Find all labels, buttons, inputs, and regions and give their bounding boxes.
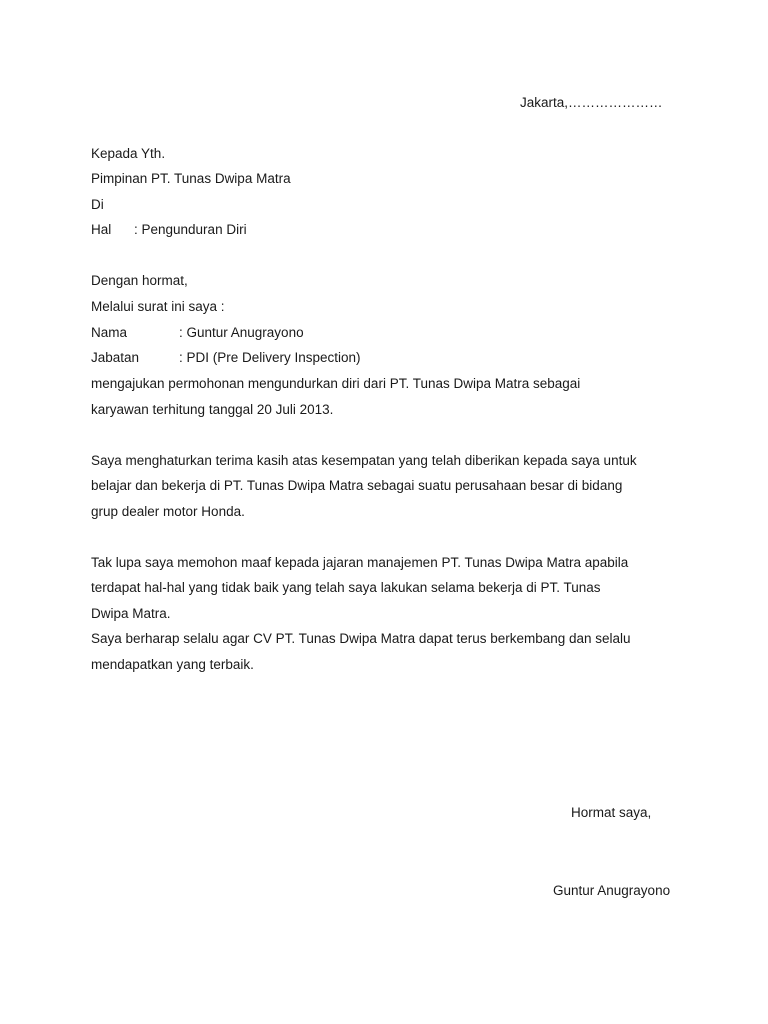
subject-label: Hal	[91, 222, 112, 237]
paragraph-line: terdapat hal-hal yang tidak baik yang telah saya lakukan selama bekerja di PT. Tunas	[91, 580, 601, 595]
paragraph-line: mengajukan permohonan mengundurkan diri dari PT. Tunas Dwipa Matra sebagai	[91, 376, 581, 391]
greeting: Dengan hormat,	[91, 273, 188, 288]
name-value: : Guntur Anugrayono	[179, 325, 304, 340]
subject-value: : Pengunduran Diri	[134, 222, 247, 237]
signatory-name: Guntur Anugrayono	[553, 883, 671, 898]
paragraph-line: Saya menghaturkan terima kasih atas kesempatan yang telah diberikan kepada saya untuk	[91, 453, 637, 468]
paragraph-line: belajar dan bekerja di PT. Tunas Dwipa Matra sebagai suatu perusahaan besar di bidang	[91, 478, 623, 493]
subject-row	[91, 222, 247, 238]
paragraph-line: grup dealer motor Honda.	[91, 504, 245, 519]
name-label: Nama	[91, 325, 128, 340]
intro: Melalui surat ini saya :	[91, 299, 225, 314]
recipient-name: Pimpinan PT. Tunas Dwipa Matra	[91, 171, 291, 186]
recipient-salutation: Kepada Yth.	[91, 146, 166, 161]
paragraph-line: karyawan terhitung tanggal 20 Juli 2013.	[91, 402, 334, 417]
recipient-at: Di	[91, 197, 104, 212]
paragraph-line: Dwipa Matra.	[91, 606, 171, 621]
paragraph-line: mendapatkan yang terbaik.	[91, 657, 254, 672]
position-row	[91, 350, 361, 366]
position-value: : PDI (Pre Delivery Inspection)	[179, 350, 361, 365]
paragraph-line: Saya berharap selalu agar CV PT. Tunas Dwipa Matra dapat terus berkembang dan selalu	[91, 631, 631, 646]
paragraph-line: Tak lupa saya memohon maaf kepada jajaran manajemen PT. Tunas Dwipa Matra apabila	[91, 555, 629, 570]
place-date: Jakarta,…………………	[520, 95, 663, 110]
name-row	[91, 325, 304, 341]
position-label: Jabatan	[91, 350, 140, 365]
closing-regards: Hormat saya,	[571, 805, 652, 820]
